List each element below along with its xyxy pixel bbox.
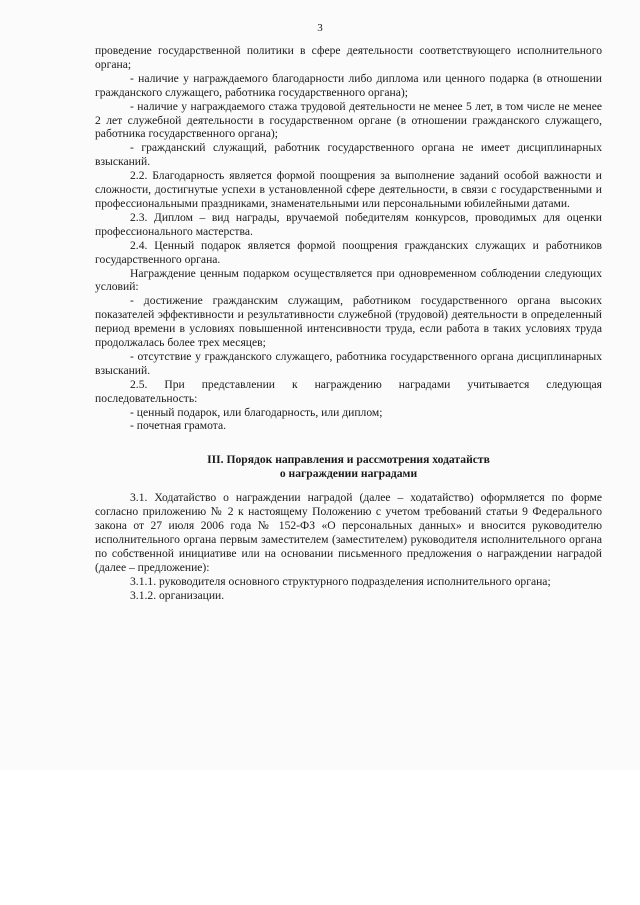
paragraph: - достижение гражданским служащим, работником государственного органа высоких показателей эффективности и результативности служебной (трудовой) деятельности в определенный период времени в условиях повышенной интенсивности труда, если работа в таких условиях труда продолжалась более трех месяцев; (95, 294, 602, 350)
paragraph: 2.4. Ценный подарок является формой поощрения гражданских служащих и работников государственного органа. (95, 238, 602, 266)
paragraph: 3.1.2. организации. (130, 588, 225, 602)
paragraph: - гражданский служащий, работник государственного органа не имеет дисциплинарных взысканий. (95, 141, 602, 169)
paragraph: 3.1.1. руководителя основного структурного подразделения исполнительного органа; (130, 574, 551, 588)
page-number: 3 (317, 22, 323, 34)
paragraph: - ценный подарок, или благодарность, или диплом; (130, 405, 383, 419)
paragraph: 3.1. Ходатайство о награждении наградой (далее – ходатайство) оформляется по форме согласно приложению № 2 к настоящему Положению с учетом требований статьи 9 Федерального закона от 27 июля 2006 года № 152-ФЗ «О персональных данных» и вносится руководителю исполнительного органа первым заместителем (заместителем) руководителя исполнительного органа по собственной инициативе или на основании письменного предложения о награждении наградой (далее – предложение): (95, 491, 602, 574)
paragraph: Награждение ценным подарком осуществляется при одновременном соблюдении следующих условий: (95, 266, 602, 294)
paragraph: проведение государственной политики в сфере деятельности соответствующего исполнительного органа; (95, 44, 602, 71)
section-heading (95, 453, 602, 481)
paragraph: - отсутствие у гражданского служащего, работника государственного органа дисциплинарных взысканий. (95, 349, 602, 377)
paragraph: - почетная грамота. (130, 419, 227, 433)
paragraph: 2.2. Благодарность является формой поощрения за выполнение заданий особой важности и сложности, достигнутые успехи в установленной сфере деятельности, в связи с государственными и профессиональными праздниками, знаменательными или персональными юбилейными датами. (95, 169, 602, 210)
document-body (95, 44, 602, 602)
paragraph: 2.3. Диплом – вид награды, вручаемой победителям конкурсов, проводимых для оценки профессионального мастерства. (95, 210, 602, 238)
section-heading-line-1: III. Порядок направления и рассмотрения ходатайств (207, 453, 490, 467)
paragraph: 2.5. При представлении к награждению наградами учитывается следующая последовательность: (95, 377, 602, 405)
paragraph: - наличие у награждаемого благодарности либо диплома или ценного подарка (в отношении гражданского служащего, работника государственного органа); (95, 71, 602, 99)
paragraph: - наличие у награждаемого стажа трудовой деятельности не менее 5 лет, в том числе не менее 2 лет служебной деятельности в государственном органе (в отношении гражданского служащего, работника государственного органа); (95, 99, 602, 141)
section-heading-line-2: о награждении наградами (279, 467, 418, 481)
